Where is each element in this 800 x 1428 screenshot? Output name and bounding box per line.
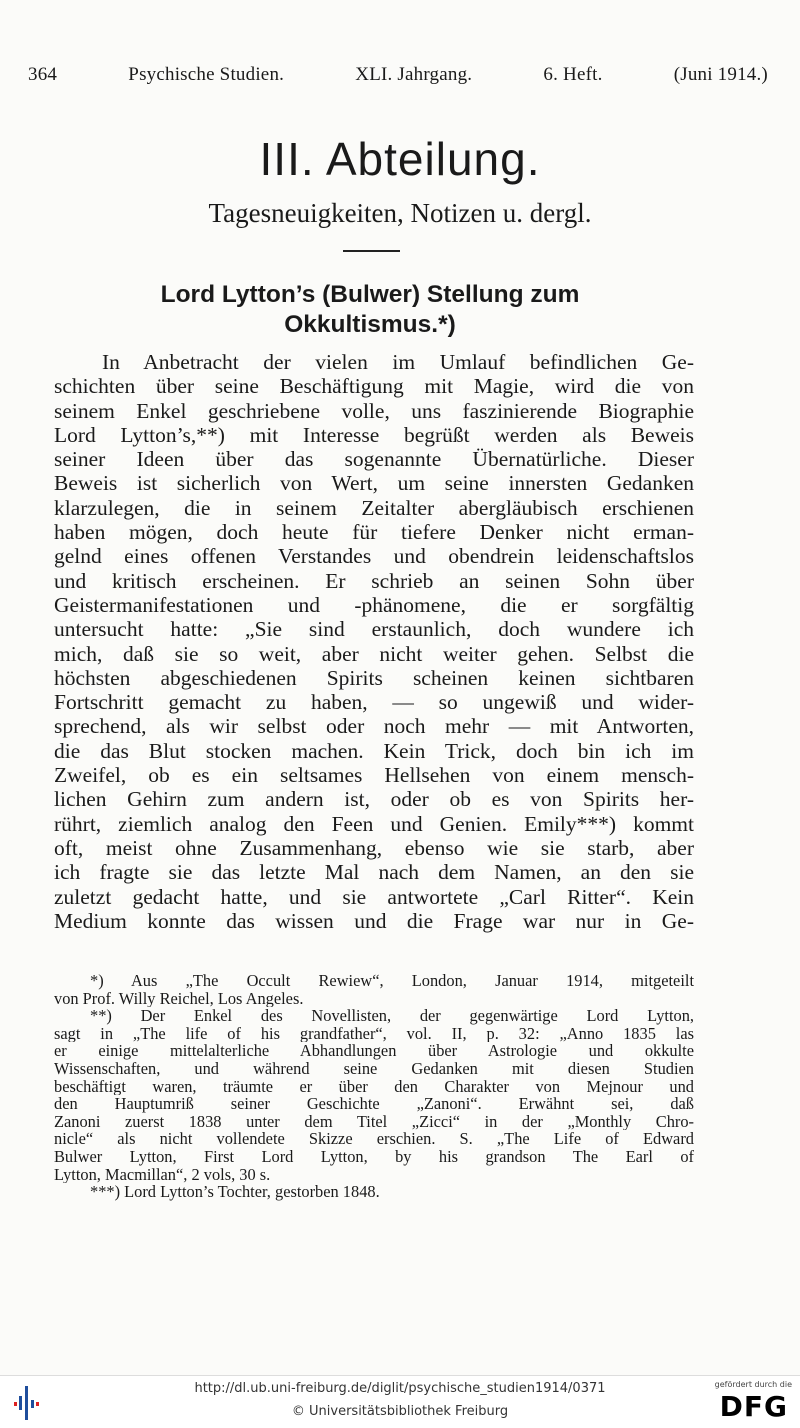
- body-line: sprechend, als wir selbst oder noch mehr — mit Antworten,: [54, 714, 694, 739]
- running-header: [28, 64, 768, 86]
- article-body: [54, 350, 694, 933]
- footnote-line: Bulwer Lytton, First Lord Lytton, by his grandson The Earl of: [54, 1147, 694, 1166]
- body-line: seiner Ideen über das sogenannte Übernatürliche. Dieser: [54, 447, 694, 472]
- body-line: rührt, ziemlich analog den Feen und Genien. Emily***) kommt: [54, 811, 694, 836]
- library-footer: [0, 1375, 800, 1428]
- footnote-line: *) Aus „The Occult Rewiew“, London, Januar 1914, mitgeteilt: [90, 972, 694, 990]
- article-title: [70, 280, 670, 340]
- footnote-line: Lytton, Macmillan“, 2 vols, 30 s.: [54, 1165, 271, 1184]
- body-line: haben mögen, doch heute für tiefere Denker nicht erman-: [54, 520, 694, 545]
- footnote-line: beschäftigt waren, träumte er über den Charakter von Mejnour und: [54, 1077, 694, 1096]
- volume-label: XLI. Jahrgang.: [355, 64, 473, 85]
- body-line: gelnd eines offenen Verstandes und obendrein leidenschaftslos: [54, 544, 694, 569]
- section-title: III. Abteilung.: [259, 133, 541, 185]
- body-line: höchsten abgeschiedenen Spirits scheinen keinen sichtbaren: [54, 665, 694, 690]
- body-line: mich, daß sie so weit, aber nicht weiter gehen. Selbst die: [54, 641, 694, 666]
- page-number: 364: [28, 64, 58, 85]
- article-title-line: Okkultismus.*): [284, 311, 456, 338]
- body-line: seinem Enkel geschriebene volle, uns faszinierende Biographie: [54, 398, 694, 423]
- body-line: zuletzt gedacht hatte, und sie antwortete „Carl Ritter“. Kein: [54, 884, 694, 909]
- body-line: klarzulegen, die in seinem Zeitalter abergläubisch erschienen: [54, 495, 694, 520]
- body-line: untersucht hatte: „Sie sind erstaunlich, doch wundere ich: [54, 617, 694, 642]
- body-line: und kritisch erscheinen. Er schrieb an seinen Sohn über: [54, 568, 694, 593]
- body-line: Lord Lytton’s,**) mit Interesse begrüßt werden als Beweis: [54, 422, 694, 447]
- footnotes: [54, 972, 694, 1201]
- footnote-line: er einige mittelalterliche Abhandlungen über Astrologie und okkulte: [54, 1042, 694, 1060]
- body-line: Geistermanifestationen und -phänomene, die er sorgfältig: [54, 592, 694, 617]
- body-line: lichen Gehirn zum andern ist, oder ob es von Spirits her-: [54, 787, 694, 812]
- issue-label: 6. Heft.: [543, 64, 603, 85]
- footnote-line: von Prof. Willy Reichel, Los Angeles.: [54, 989, 304, 1008]
- source-url[interactable]: http://dl.ub.uni-freiburg.de/diglit/psychische_studien1914/0371: [194, 1381, 606, 1396]
- title-divider: [343, 250, 400, 252]
- section-subtitle: Tagesneuigkeiten, Notizen u. dergl.: [208, 198, 592, 228]
- footnote-line: ***) Lord Lytton’s Tochter, gestorben 1848.: [90, 1183, 380, 1201]
- issue-date: (Juni 1914.): [673, 64, 768, 85]
- article-title-line: Lord Lytton’s (Bulwer) Stellung zum: [160, 281, 580, 308]
- body-line: schichten über seine Beschäftigung mit Magie, wird die von: [54, 374, 694, 399]
- dfg-tagline: gefördert durch die: [714, 1380, 792, 1389]
- body-line: Medium konnte das wissen und die Frage war nur in Ge-: [54, 908, 694, 933]
- footnote-line: nicle“ als nicht vollendete Skizze erschien. S. „The Life of Edward: [54, 1130, 694, 1148]
- footnote-line: **) Der Enkel des Novellisten, der gegenwärtige Lord Lytton,: [90, 1007, 694, 1025]
- footnote-line: sagt in „The life of his grandfather“, vol. II, p. 32: „Anno 1835 las: [54, 1024, 694, 1043]
- body-line: Beweis ist sicherlich von Wert, um seine innersten Gedanken: [54, 471, 694, 496]
- dfg-logo: DFG: [719, 1390, 788, 1423]
- footnote-line: Zanoni zuerst 1838 unter dem Titel „Zicci“ in der „Monthly Chro-: [54, 1112, 694, 1131]
- footnote-line: den Hauptumriß seiner Geschichte „Zanoni“. Erwähnt sei, daß: [54, 1095, 694, 1113]
- body-line: In Anbetracht der vielen im Umlauf befindlichen Ge-: [102, 350, 694, 374]
- body-line: die das Blut stocken machen. Kein Trick, doch bin ich im: [54, 738, 694, 763]
- journal-name: Psychische Studien.: [128, 64, 285, 85]
- footnote-line: Wissenschaften, und während seine Gedanken mit diesen Studien: [54, 1059, 694, 1078]
- body-line: ich fragte sie das letzte Mal nach dem Namen, an den sie: [54, 860, 694, 885]
- body-line: Zweifel, ob es ein seltsames Hellsehen von einem mensch-: [54, 763, 694, 788]
- body-line: Fortschritt gemacht zu haben, — so ungewiß und wider-: [54, 690, 694, 715]
- copyright-notice: © Universitätsbibliothek Freiburg: [291, 1404, 509, 1419]
- body-line: oft, meist ohne Zusammenhang, ebenso wie sie starb, aber: [54, 835, 694, 860]
